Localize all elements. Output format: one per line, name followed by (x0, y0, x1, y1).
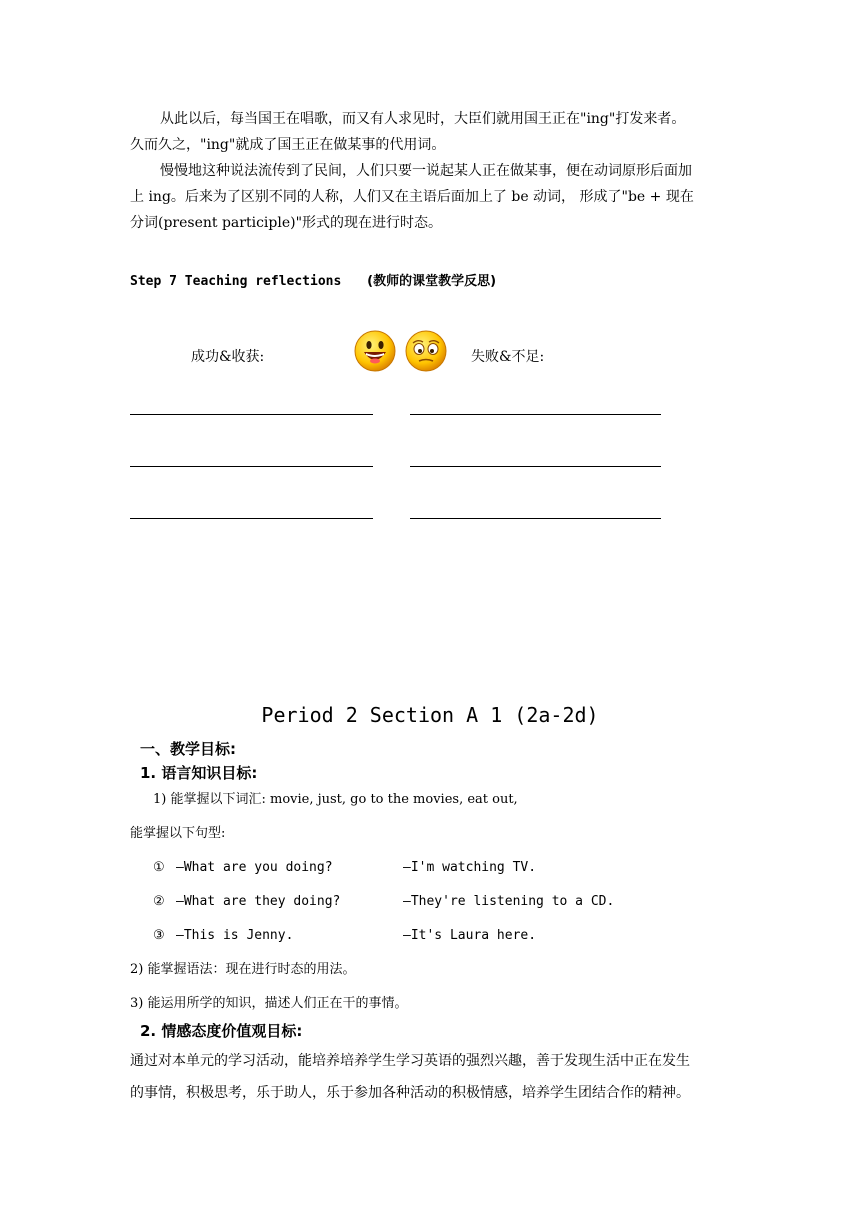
story-line-5: 分词(present participle)"形式的现在进行时态。 (130, 215, 443, 231)
story-line-2: 久而久之，"ing"就成了国王正在做某事的代用词。 (130, 137, 446, 153)
goals-sub1: 1. 语言知识目标: (140, 764, 258, 782)
goals-sub2: 2. 情感态度价值观目标: (140, 1022, 303, 1040)
sentences-intro: 能掌握以下句型: (130, 826, 226, 841)
smiley-worried-icon (405, 330, 447, 372)
step7-title: Step 7 Teaching reflections (130, 274, 342, 289)
dialogue-1-answer: —I'm watching TV. (403, 860, 537, 875)
vocab-line: 1) 能掌握以下词汇: movie, just, go to the movies, eat out, (153, 792, 518, 807)
attitude-line-1: 通过对本单元的学习活动，能培养培养学生学习英语的强烈兴趣，善于发现生活中正在发生 (130, 1053, 690, 1069)
success-line-2 (130, 466, 373, 467)
dialogue-3-answer: —It's Laura here. (403, 928, 537, 943)
attitude-line-2: 的事情，积极思考，乐于助人，乐于参加各种活动的积极情感，培养学生团结合作的精神。 (130, 1085, 690, 1101)
dialogue-3-question: —This is Jenny. (176, 928, 294, 943)
failure-line-2 (410, 466, 661, 467)
failure-line-1 (410, 414, 661, 415)
success-label: 成功&收获: (191, 349, 265, 365)
dialogue-1-num: ① (153, 860, 165, 875)
grammar-goal: 2) 能掌握语法：现在进行时态的用法。 (130, 962, 356, 977)
dialogue-2-num: ② (153, 894, 165, 909)
apply-goal: 3) 能运用所学的知识，描述人们正在干的事情。 (130, 996, 408, 1011)
dialogue-1-question: —What are you doing? (176, 860, 333, 875)
failure-line-3 (410, 518, 661, 519)
goals-heading: 一、教学目标: (140, 740, 236, 758)
failure-label: 失败&不足: (471, 349, 545, 365)
dialogue-3-num: ③ (153, 928, 165, 943)
dialogue-2-answer: —They're listening to a CD. (403, 894, 615, 909)
story-line-1: 从此以后，每当国王在唱歌，而又有人求见时，大臣们就用国王正在"ing"打发来者。 (160, 111, 686, 127)
smiley-laugh-icon (354, 330, 396, 372)
step7-title-cn: (教师的课堂教学反思) (367, 274, 497, 289)
step7-heading (130, 270, 496, 289)
period-title: Period 2 Section A 1 (2a-2d) (261, 703, 599, 727)
story-line-4: 上 ing。后来为了区别不同的人称，人们又在主语后面加上了 be 动词， 形成了"be + 现在 (130, 189, 694, 205)
success-line-1 (130, 414, 373, 415)
success-line-3 (130, 518, 373, 519)
dialogue-2-question: —What are they doing? (176, 894, 341, 909)
story-line-3: 慢慢地这种说法流传到了民间，人们只要一说起某人正在做某事，便在动词原形后面加 (160, 163, 692, 179)
